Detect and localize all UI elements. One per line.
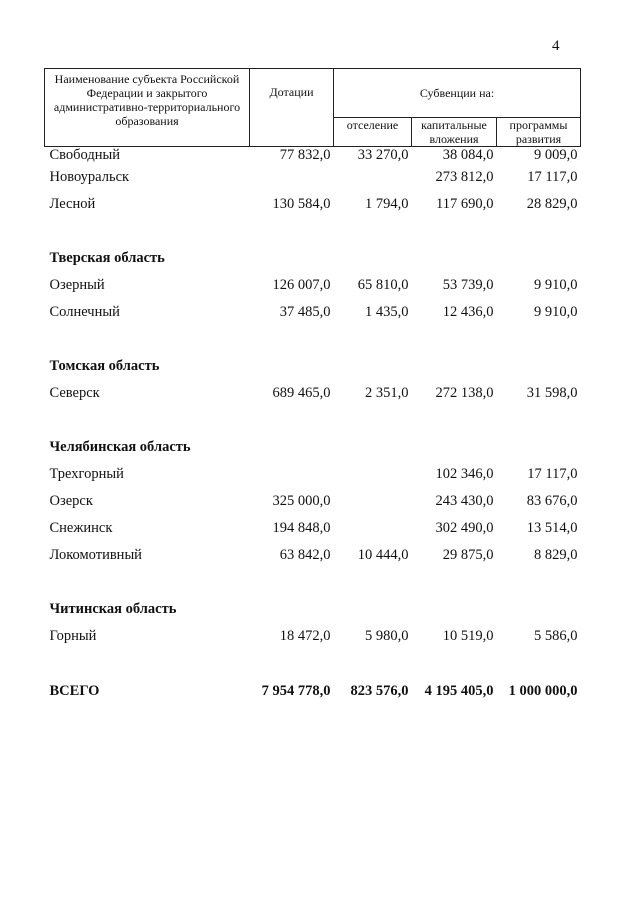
total-row	[45, 676, 581, 706]
spacer-row	[45, 569, 581, 595]
spacer-row	[45, 326, 581, 352]
table-row	[45, 272, 581, 299]
otselenie-value: 5 980,0	[365, 628, 409, 644]
entity-name: ВСЕГО	[49, 682, 100, 699]
dotacii-value	[250, 461, 334, 488]
entity-name: Озерный	[49, 277, 105, 293]
entity-name: Свободный	[49, 147, 121, 163]
spacer-row	[45, 218, 581, 244]
entity-name: Солнечный	[49, 304, 120, 320]
table-body	[45, 147, 581, 707]
subsidies-table	[44, 68, 581, 706]
header-otselenie: отселение	[334, 118, 412, 147]
page-number: 4	[552, 38, 560, 54]
region-name: Челябинская область	[49, 438, 191, 455]
otselenie-value	[334, 488, 412, 515]
region-name: Томская область	[49, 357, 160, 374]
spacer-cell	[45, 218, 581, 244]
table-row	[45, 515, 581, 542]
kapitalnye-value: 273 812,0	[435, 169, 494, 185]
region-row	[45, 595, 581, 623]
kapitalnye-value: 10 519,0	[442, 628, 494, 644]
programmy-value: 31 598,0	[526, 385, 578, 401]
dotacii-value: 77 832,0	[279, 147, 331, 163]
kapitalnye-value: 243 430,0	[435, 493, 494, 509]
table-row	[45, 488, 581, 515]
header-dotacii: Дотации	[250, 69, 334, 147]
spacer-cell	[45, 326, 581, 352]
header-kapitalnye: капитальные вложения	[412, 118, 497, 147]
entity-name: Снежинск	[49, 520, 113, 536]
otselenie-value: 65 810,0	[357, 277, 409, 293]
programmy-value: 17 117,0	[527, 466, 578, 482]
dotacii-value: 325 000,0	[272, 493, 331, 509]
programmy-value: 83 676,0	[526, 493, 578, 509]
kapitalnye-value: 302 490,0	[435, 520, 494, 536]
table-row	[45, 623, 581, 650]
spacer-row	[45, 407, 581, 433]
programmy-value: 17 117,0	[527, 169, 578, 185]
table-row	[45, 164, 581, 191]
spacer-row	[45, 650, 581, 676]
entity-name: Лесной	[49, 196, 96, 212]
entity-name: Северск	[49, 385, 100, 401]
otselenie-value: 1 435,0	[365, 304, 409, 320]
dotacii-value	[250, 164, 334, 191]
table-row	[45, 380, 581, 407]
region-row	[45, 244, 581, 272]
table-row	[45, 299, 581, 326]
otselenie-value	[334, 164, 412, 191]
header-subvencii: Субвенции на:	[334, 69, 581, 118]
programmy-value: 9 009,0	[534, 147, 578, 163]
programmy-value: 5 586,0	[534, 628, 578, 644]
dotacii-value: 194 848,0	[272, 520, 331, 536]
spacer-cell	[45, 569, 581, 595]
kapitalnye-value: 4 195 405,0	[424, 682, 494, 699]
kapitalnye-value: 12 436,0	[442, 304, 494, 320]
table-row	[45, 461, 581, 488]
dotacii-value: 63 842,0	[279, 547, 331, 563]
dotacii-value: 7 954 778,0	[261, 682, 331, 699]
entity-name: Озерск	[49, 493, 93, 509]
otselenie-value: 823 576,0	[350, 682, 409, 699]
otselenie-value	[334, 515, 412, 542]
dotacii-value: 126 007,0	[272, 277, 331, 293]
header-name-column: Наименование субъекта Российской Федерации и закрытого административно-территориального образования	[45, 69, 250, 147]
table-row	[45, 147, 581, 165]
spacer-cell	[45, 407, 581, 433]
otselenie-value: 2 351,0	[365, 385, 409, 401]
entity-name: Горный	[49, 628, 97, 644]
otselenie-value: 10 444,0	[357, 547, 409, 563]
region-name: Тверская область	[49, 249, 165, 266]
entity-name: Трехгорный	[49, 466, 124, 482]
region-row	[45, 352, 581, 380]
kapitalnye-value: 117 690,0	[436, 196, 494, 212]
dotacii-value: 130 584,0	[272, 196, 331, 212]
kapitalnye-value: 53 739,0	[442, 277, 494, 293]
programmy-value: 1 000 000,0	[508, 682, 578, 699]
otselenie-value	[334, 461, 412, 488]
region-row	[45, 433, 581, 461]
kapitalnye-value: 38 084,0	[442, 147, 494, 163]
spacer-cell	[45, 650, 581, 676]
dotacii-value: 18 472,0	[279, 628, 331, 644]
region-name: Читинская область	[49, 600, 177, 617]
kapitalnye-value: 102 346,0	[435, 466, 494, 482]
otselenie-value: 1 794,0	[365, 196, 409, 212]
table-row	[45, 542, 581, 569]
header-programmy: программы развития	[497, 118, 581, 147]
kapitalnye-value: 272 138,0	[435, 385, 494, 401]
dotacii-value: 37 485,0	[279, 304, 331, 320]
entity-name: Новоуральск	[49, 169, 130, 185]
programmy-value: 13 514,0	[526, 520, 578, 536]
otselenie-value: 33 270,0	[357, 147, 409, 163]
programmy-value: 28 829,0	[526, 196, 578, 212]
programmy-value: 9 910,0	[534, 304, 578, 320]
programmy-value: 9 910,0	[534, 277, 578, 293]
dotacii-value: 689 465,0	[272, 385, 331, 401]
entity-name: Локомотивный	[49, 547, 142, 563]
programmy-value: 8 829,0	[534, 547, 578, 563]
kapitalnye-value: 29 875,0	[442, 547, 494, 563]
table-row	[45, 191, 581, 218]
